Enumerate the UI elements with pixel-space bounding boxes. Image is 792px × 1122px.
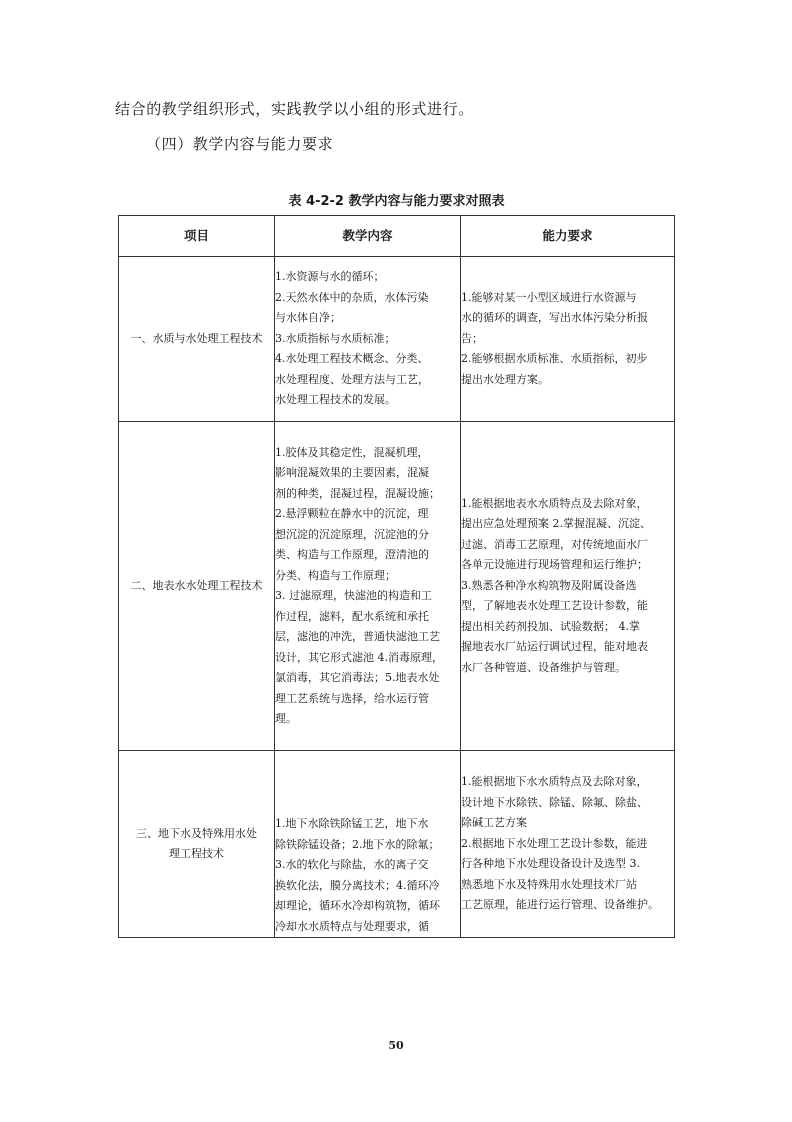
cell-text-line: 设计，其它形式滤池 4.消毒原理， xyxy=(275,650,443,664)
cell-text-line: 过滤、消毒工艺原理，对传统地面水厂 xyxy=(461,537,648,551)
cell-text-line: 提出水处理方案。 xyxy=(461,372,549,386)
cell-text-line: 换软化法，膜分离技术；4.循环冷 xyxy=(275,878,440,892)
row-requirements-cell xyxy=(461,257,675,422)
cell-text-line: 2.天然水体中的杂质，水体污染 xyxy=(275,290,429,304)
cell-text-line: 提出应急处理预案 2.掌握混凝、沉淀、 xyxy=(461,517,651,531)
cell-text-line: 类、构造与工作原理，澄清池的 xyxy=(275,548,429,561)
cell-text-line: 影响混凝效果的主要因素，混凝 xyxy=(275,466,429,479)
cell-text-line: 水厂各种管道、设备维护与管理。 xyxy=(461,660,626,674)
cell-text-line: 2.能够根据水质标准、水质指标，初步 xyxy=(461,352,648,366)
cell-text-line: 剂的种类，混凝过程，混凝设施； xyxy=(275,486,440,500)
row-requirements-cell xyxy=(461,422,675,751)
cell-text-line: 水的循环的调查，写出水体污染分析报 xyxy=(461,311,648,325)
header-requirements: 能力要求 xyxy=(461,216,675,257)
body-paragraph: 结合的教学组织形式，实践教学以小组的形式进行。 xyxy=(115,100,474,118)
row-requirements-cell xyxy=(461,751,675,938)
row-item-cell: 二、地表水水处理工程技术 xyxy=(119,422,275,751)
row-item-cell: 三、地下水及特殊用水处理工程技术 xyxy=(119,751,275,938)
cell-text-line: 除铁除锰设备；2.地下水的除氟； xyxy=(275,837,440,851)
table-row xyxy=(119,257,675,422)
content-requirements-table xyxy=(118,215,675,938)
cell-text-line: 4.水处理工程技术概念、分类、 xyxy=(275,352,429,366)
table-row xyxy=(119,422,675,751)
table-header-row xyxy=(119,216,675,257)
header-item: 项目 xyxy=(119,216,275,257)
cell-text-line: 2.根据地下水处理工艺设计参数，能进 xyxy=(461,836,648,850)
cell-text-line: 1.能根据地下水水质特点及去除对象， xyxy=(461,775,648,789)
cell-text-line: 却理论，循环水冷却构筑物，循环 xyxy=(275,899,440,912)
cell-text-line: 提出相关药剂投加、试验数据； 4.掌 xyxy=(461,619,640,633)
cell-text-line: 设计地下水除铁、除锰、除氟、除盐、 xyxy=(461,795,648,809)
row-content-cell xyxy=(275,751,461,938)
table-caption: 表 4-2-2 教学内容与能力要求对照表 xyxy=(288,194,505,209)
cell-text-line: 理工艺系统与选择，给水运行管 xyxy=(275,691,429,705)
cell-text-line: 分类、构造与工作原理； xyxy=(275,568,396,582)
cell-text-line: 冷却水水质特点与处理要求，循 xyxy=(275,919,429,933)
cell-text-line: 各单元设施进行现场管理和运行维护； xyxy=(461,558,648,572)
cell-text-line: 3.水的软化与除盐，水的离子交 xyxy=(275,858,429,871)
cell-text-line: 作过程，滤料，配水系统和承托 xyxy=(275,609,429,623)
cell-text-line: 层，滤池的冲洗，普通快滤池工艺 xyxy=(275,630,440,643)
page-number: 50 xyxy=(388,1039,404,1052)
cell-text-line: 行各种地下水处理设备设计及选型 3. xyxy=(461,857,640,871)
cell-text-line: 1.能够对某一小型区域进行水资源与 xyxy=(461,290,637,304)
cell-text-line: 3.熟悉各种净水构筑物及附属设备选 xyxy=(461,578,637,592)
cell-text-line: 水处理工程技术的发展。 xyxy=(275,393,396,407)
section-heading: （四）教学内容与能力要求 xyxy=(146,135,334,153)
cell-text-line: 3.水质指标与水质标准； xyxy=(275,331,396,345)
cell-text-line: 与水体自净； xyxy=(275,311,341,325)
cell-text-line: 1.地下水除铁除锰工艺，地下水 xyxy=(275,817,429,830)
cell-text-line: 工艺原理，能进行运行管理、设备维护。 xyxy=(461,898,659,912)
header-content: 教学内容 xyxy=(275,216,461,257)
cell-text-line: 1.胶体及其稳定性，混凝机理， xyxy=(275,445,429,459)
cell-text-line: 除碱工艺方案 xyxy=(461,816,527,830)
cell-text-line: 告； xyxy=(461,331,483,345)
row-item-cell: 一、水质与水处理工程技术 xyxy=(119,257,275,422)
cell-text-line: 型，了解地表水处理工艺设计参数，能 xyxy=(461,599,648,613)
cell-text-line: 想沉淀的沉淀原理，沉淀池的分 xyxy=(275,527,429,541)
row-content-cell xyxy=(275,422,461,751)
cell-text-line: 熟悉地下水及特殊用水处理技术厂站 xyxy=(461,877,637,891)
cell-text-line: 水处理程度、处理方法与工艺， xyxy=(275,372,429,386)
cell-text-line: 1.水资源与水的循环； xyxy=(275,270,385,284)
cell-text-line: 握地表水厂站运行调试过程，能对地表 xyxy=(461,640,648,654)
cell-text-line: 2.悬浮颗粒在静水中的沉淀，理 xyxy=(275,507,429,520)
cell-text-line: 1.能根据地表水水质特点及去除对象， xyxy=(461,496,648,510)
cell-text-line: 理。 xyxy=(275,712,297,725)
cell-text-line: 氯消毒，其它消毒法；5.地表水处 xyxy=(275,671,440,684)
table-row xyxy=(119,751,675,938)
row-content-cell xyxy=(275,257,461,422)
cell-text-line: 3. 过滤原理，快滤池的构造和工 xyxy=(275,589,432,602)
